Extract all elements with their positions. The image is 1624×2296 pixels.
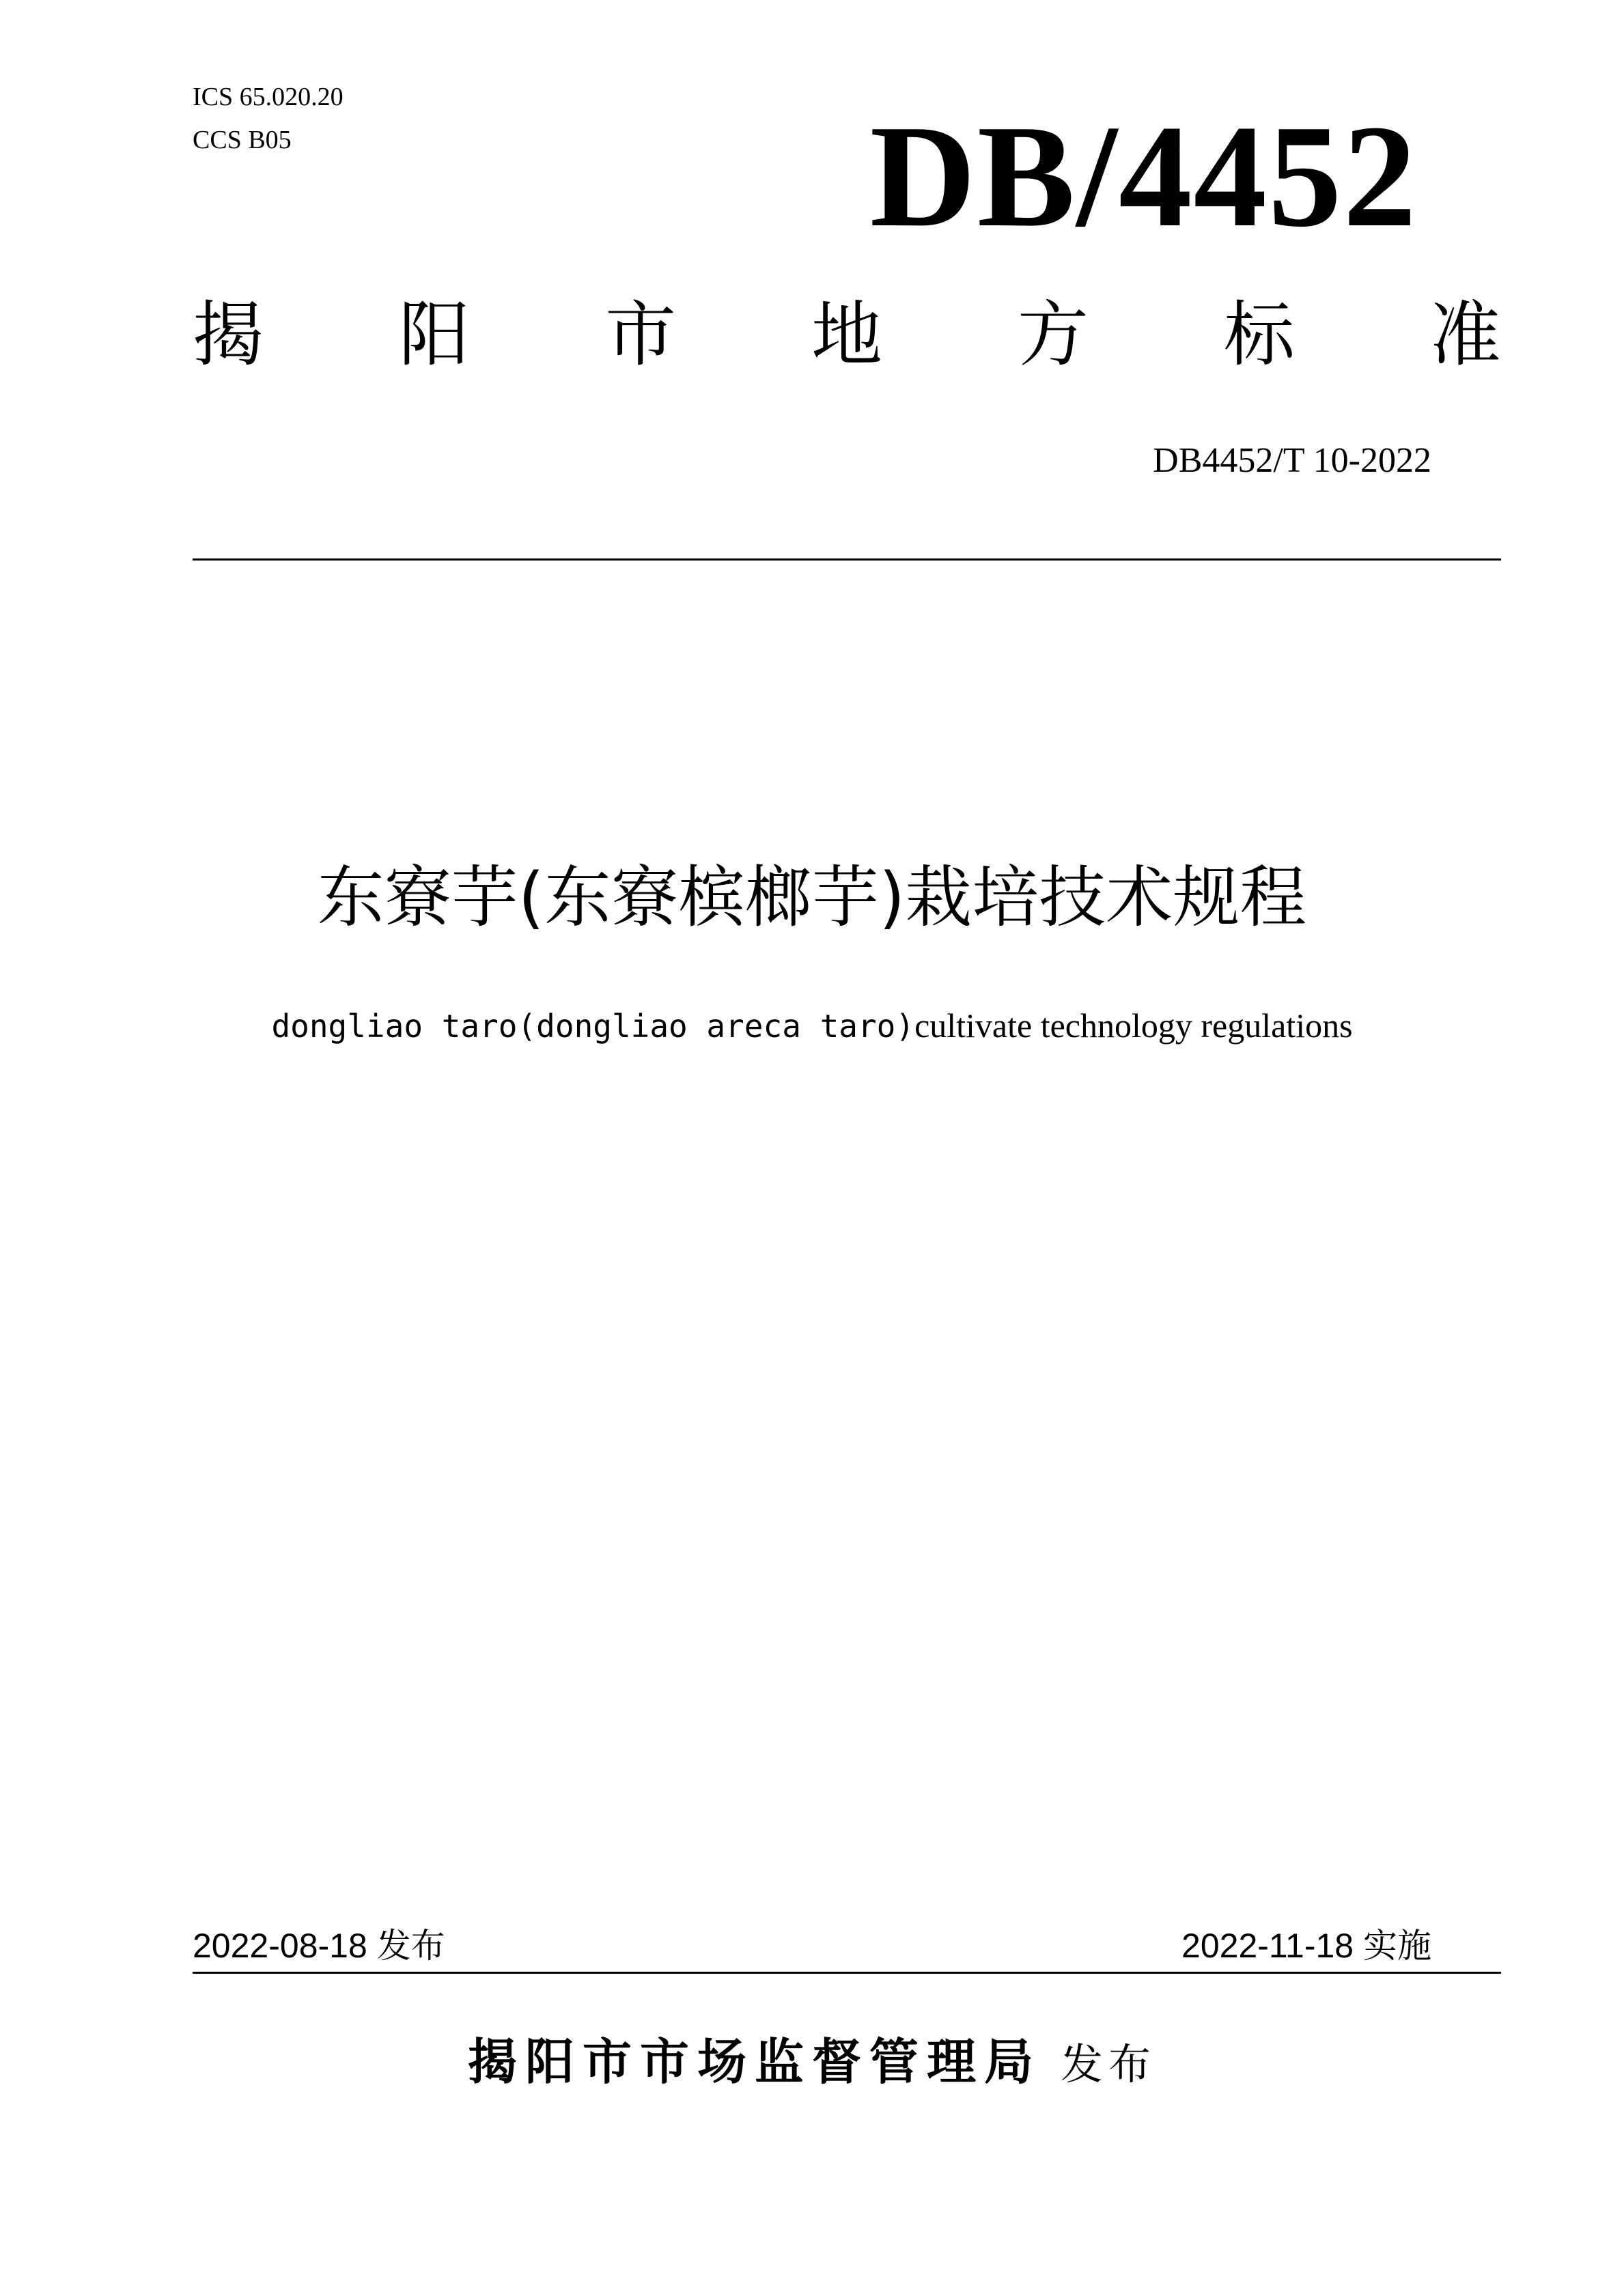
standard-type-char: 市 xyxy=(604,293,676,376)
footer-divider xyxy=(193,1972,1501,1974)
standard-type-char: 方 xyxy=(1017,293,1089,376)
standard-type-char: 地 xyxy=(811,293,882,376)
standard-type-char: 揭 xyxy=(193,293,264,376)
standard-mark: DB/4452 xyxy=(869,94,1418,257)
standard-type-char: 准 xyxy=(1429,293,1501,376)
ccs-code: CCS B05 xyxy=(193,126,292,154)
title-english-part-serif: cultivate technology regulations xyxy=(914,1006,1353,1045)
issuer-line xyxy=(0,2031,1624,2095)
title-english-part-mono: dongliao taro(dongliao areca taro) xyxy=(271,1008,915,1045)
document-title-english xyxy=(0,1005,1624,1047)
issuer-suffix: 发布 xyxy=(1061,2039,1157,2089)
standard-type-heading xyxy=(193,294,1501,375)
implementation-date: 2022-11-18 实施 xyxy=(1181,1927,1431,1965)
issuer-organization: 揭阳市市场监督管理局 xyxy=(467,2033,1041,2091)
document-title-chinese: 东寮芋(东寮槟榔芋)栽培技术规程 xyxy=(317,859,1307,937)
standard-type-char: 标 xyxy=(1223,293,1295,376)
issue-date: 2022-08-18 发布 xyxy=(193,1927,445,1965)
ics-code: ICS 65.020.20 xyxy=(193,83,344,111)
standard-type-char: 阳 xyxy=(398,293,470,376)
standard-number: DB4452/T 10-2022 xyxy=(1153,441,1431,480)
header-divider xyxy=(193,558,1501,561)
